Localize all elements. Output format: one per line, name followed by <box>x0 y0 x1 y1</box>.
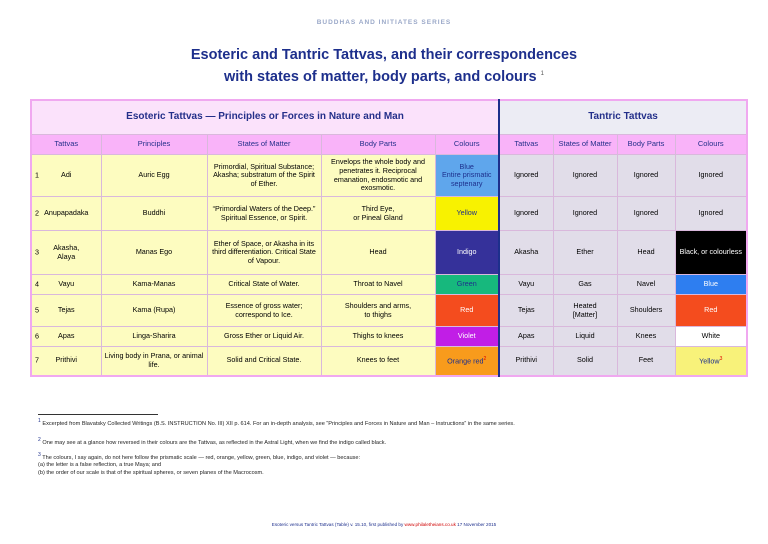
header-body-parts: Body Parts <box>321 135 435 155</box>
header-tantric-body: Body Parts <box>617 135 675 155</box>
header-states-of-matter: States of Matter <box>207 135 321 155</box>
footer-date: 17 November 2015 <box>457 522 497 527</box>
table-body <box>31 155 747 376</box>
state-of-matter-cell: “Primordial Waters of the Deep.” Spiritual Essence, or Spirit. <box>207 197 321 231</box>
colour-cell: Orange red$^2$ <box>435 347 499 376</box>
header-tantric-colours: Colours <box>675 135 747 155</box>
tantric-colour-cell: Ignored <box>675 197 747 231</box>
tantric-state-cell: Heated [Matter] <box>553 295 617 327</box>
tattvas-table <box>30 99 748 377</box>
tantric-body-cell: Ignored <box>617 197 675 231</box>
colour-cell: Green <box>435 275 499 295</box>
tantric-body-cell: Head <box>617 231 675 275</box>
table-row <box>31 327 747 347</box>
body-part-cell: Head <box>321 231 435 275</box>
tantric-state-cell: Ignored <box>553 197 617 231</box>
colour-footnote-ref: 2 <box>483 356 487 363</box>
tattva-cell: Anupapadaka 2 <box>31 197 101 231</box>
tantric-body-cell: Feet <box>617 347 675 376</box>
principle-cell: Kama (Rupa) <box>101 295 207 327</box>
principle-cell: Auric Egg <box>101 155 207 197</box>
state-of-matter-cell: Primordial, Spiritual Substance; Akasha; substratum of the Spirit of Ether. <box>207 155 321 197</box>
row-number: 3 <box>35 247 39 257</box>
row-number: 1 <box>35 170 39 180</box>
table-row <box>31 347 747 376</box>
colour-footnote-ref: 3 <box>719 356 723 363</box>
footer-text: Esoteric versus Tantric Tattvas (Table) v. 15.10, first published by <box>271 522 404 527</box>
table-row <box>31 155 747 197</box>
principle-cell: Buddhi <box>101 197 207 231</box>
row-number: 4 <box>35 279 39 289</box>
row-number: 7 <box>35 355 39 365</box>
body-part-cell: Thighs to knees <box>321 327 435 347</box>
tantric-body-cell: Knees <box>617 327 675 347</box>
footnote-2: $^2$ One may see at a glance how reversed in their colours are the Tattvas, as reflected in the Astral Light, when we find the indigo called black. <box>38 437 387 446</box>
footnote-3-item-b: (b) the order of our scale is that of the spiritual spheres, or seven planes of the Macrocosm. <box>38 470 264 476</box>
body-part-cell: Envelops the whole body and penetrates it. Reciprocal emanation, endosmotic and exosmotic. <box>321 155 435 197</box>
body-part-cell: Third Eye, or Pineal Gland <box>321 197 435 231</box>
tantric-tattva-cell: Prithivi <box>499 347 553 376</box>
table-row <box>31 275 747 295</box>
page-footer <box>0 522 768 527</box>
esoteric-group-header: Esoteric Tattvas — Principles or Forces in Nature and Man <box>31 100 499 135</box>
tantric-state-cell: Liquid <box>553 327 617 347</box>
title-line1: Esoteric and Tantric Tattvas, and their correspondences <box>190 47 578 63</box>
body-part-cell: Throat to Navel <box>321 275 435 295</box>
page-title <box>0 46 768 87</box>
state-of-matter-cell: Gross Ether or Liquid Air. <box>207 327 321 347</box>
tantric-body-cell: Shoulders <box>617 295 675 327</box>
tantric-colour-cell: Blue <box>675 275 747 295</box>
series-label: BUDDHAS AND INITIATES SERIES <box>316 19 452 26</box>
body-part-cell: Shoulders and arms, to thighs <box>321 295 435 327</box>
header-tantric-states: States of Matter <box>553 135 617 155</box>
row-number: 5 <box>35 305 39 315</box>
header-principles: Principles <box>101 135 207 155</box>
tantric-colour-cell: Red <box>675 295 747 327</box>
footnote-3-item-a: (a) the letter is a false reflection, a true Maya; and <box>38 462 162 468</box>
tantric-tattva-cell: Tejas <box>499 295 553 327</box>
tantric-state-cell: Solid <box>553 347 617 376</box>
row-number: 2 <box>35 208 39 218</box>
header-colours: Colours <box>435 135 499 155</box>
principle-cell: Living body in Prana, or animal life. <box>101 347 207 376</box>
tantric-tattva-cell: Ignored <box>499 155 553 197</box>
tantric-tattva-cell: Ignored <box>499 197 553 231</box>
tantric-state-cell: Ether <box>553 231 617 275</box>
title-footnote-ref: 1 <box>540 71 544 77</box>
tattva-cell: Adi 1 <box>31 155 101 197</box>
footer-site-link[interactable]: www.philaletheians.co.uk <box>404 522 456 527</box>
colour-cell: Red <box>435 295 499 327</box>
footnote-3: $^3$ The colours, I say again, do not here follow the prismatic scale — red, orange, yellow, green, blue, indigo, and violet — because: <box>38 452 361 461</box>
table-row <box>31 295 747 327</box>
tantric-group-header: Tantric Tattvas <box>499 100 747 135</box>
row-number: 6 <box>35 331 39 341</box>
colour-cell: Blue Entire prismatic septenary <box>435 155 499 197</box>
footnote-1: $^1$ Excerpted from Blavatsky Collected Writings (B.S. INSTRUCTION No. III) XII p. 614. For an in-depth analysis, see “Principles and Forces in Nature and Man – Instructions” in the same series. <box>38 418 515 427</box>
title-line2: with states of matter, body parts, and colours <box>224 68 537 85</box>
footnote-divider <box>38 414 158 415</box>
tantric-tattva-cell: Akasha <box>499 231 553 275</box>
state-of-matter-cell: Solid and Critical State. <box>207 347 321 376</box>
table-row <box>31 231 747 275</box>
tattva-cell: Prithivi 7 <box>31 347 101 376</box>
tattva-cell: Vayu 4 <box>31 275 101 295</box>
state-of-matter-cell: Critical State of Water. <box>207 275 321 295</box>
tattva-cell: Tejas 5 <box>31 295 101 327</box>
colour-cell: Yellow <box>435 197 499 231</box>
header-tattvas: Tattvas <box>31 135 101 155</box>
state-of-matter-cell: Ether of Space, or Akasha in its third differentiation. Critical State of Vapour. <box>207 231 321 275</box>
tantric-tattva-cell: Apas <box>499 327 553 347</box>
principle-cell: Manas Ego <box>101 231 207 275</box>
tantric-state-cell: Gas <box>553 275 617 295</box>
colour-cell: Indigo <box>435 231 499 275</box>
tattva-cell: Apas 6 <box>31 327 101 347</box>
tantric-state-cell: Ignored <box>553 155 617 197</box>
header-tantric-tattvas: Tattvas <box>499 135 553 155</box>
tattva-cell: Akasha, Alaya 3 <box>31 231 101 275</box>
tantric-colour-cell: Black, or colourless <box>675 231 747 275</box>
tantric-body-cell: Navel <box>617 275 675 295</box>
tantric-colour-cell: Yellow$^3$ <box>675 347 747 376</box>
table-row <box>31 197 747 231</box>
tantric-body-cell: Ignored <box>617 155 675 197</box>
state-of-matter-cell: Essence of gross water; correspond to Ice. <box>207 295 321 327</box>
principle-cell: Kama-Manas <box>101 275 207 295</box>
principle-cell: Linga-Sharira <box>101 327 207 347</box>
body-part-cell: Knees to feet <box>321 347 435 376</box>
tantric-colour-cell: Ignored <box>675 155 747 197</box>
tantric-colour-cell: White <box>675 327 747 347</box>
tantric-tattva-cell: Vayu <box>499 275 553 295</box>
colour-cell: Violet <box>435 327 499 347</box>
